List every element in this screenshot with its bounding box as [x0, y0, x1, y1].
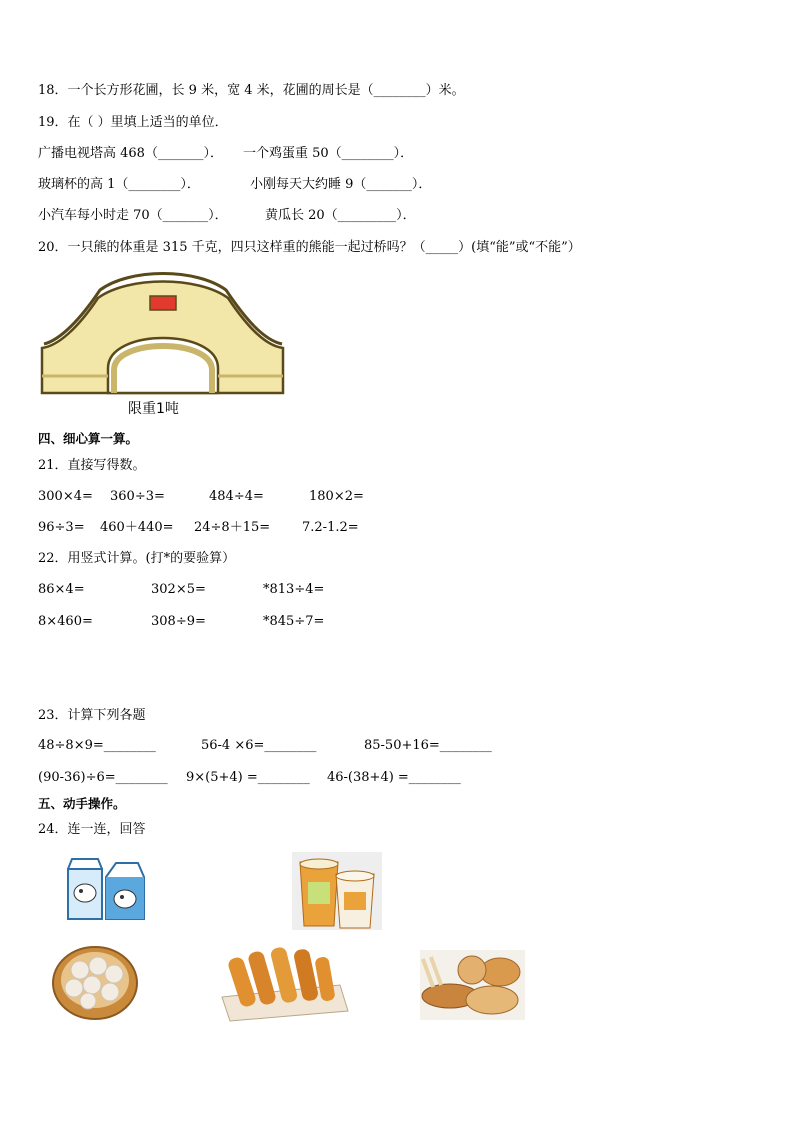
- q23-item: 85-50+16=________: [364, 738, 492, 753]
- q21-item: 300×4=: [38, 489, 93, 504]
- section-5-heading: 五、动手操作。: [38, 796, 126, 811]
- bridge-illustration: [38, 268, 288, 398]
- q21-item: 460＋440=: [100, 520, 174, 535]
- bridge-plaque: [150, 296, 176, 310]
- bread-image: [420, 950, 525, 1020]
- q23-item: 46-(38+4) =________: [327, 770, 461, 785]
- q19-row3-right: 黄瓜长 20（_________）．: [265, 208, 416, 223]
- q19-row1-right: 一个鸡蛋重 50（________）．: [243, 146, 414, 161]
- question-22-title: 22．用竖式计算。(打*的要验算）: [38, 551, 236, 566]
- question-20: 20．一只熊的体重是 315 千克，四只这样重的熊能一起过桥吗？（_____）(填“能”或“不能”）: [38, 240, 581, 255]
- question-21-title: 21．直接写得数。: [38, 458, 146, 473]
- q23-item: (90-36)÷6=________: [38, 770, 168, 785]
- q22-item: 308÷9=: [151, 614, 206, 629]
- q23-item: 9×(5+4) =________: [186, 770, 310, 785]
- q19-row1-left: 广播电视塔高 468（_______）．: [38, 146, 223, 161]
- bridge-caption: 限重1吨: [128, 401, 179, 417]
- section-4-heading: 四、细心算一算。: [38, 431, 139, 446]
- q21-item: 96÷3=: [38, 520, 85, 535]
- q19-row3-left: 小汽车每小时走 70（_______）．: [38, 208, 228, 223]
- fried-dough-sticks-image: [220, 935, 350, 1023]
- question-18: 18．一个长方形花圃，长 9 米，宽 4 米，花圃的周长是（________）米。: [38, 83, 465, 98]
- question-24-title: 24．连一连，回答: [38, 822, 146, 837]
- soy-milk-cups-image: [292, 852, 382, 930]
- milk-carton-image: [62, 855, 147, 923]
- q22-item: *845÷7=: [263, 614, 325, 629]
- q19-row2-left: 玻璃杯的高 1（________）．: [38, 177, 200, 192]
- q23-item: 56-4 ×6=________: [201, 738, 317, 753]
- q22-item: *813÷4=: [263, 582, 325, 597]
- q21-item: 24÷8＋15=: [194, 520, 271, 535]
- q22-item: 86×4=: [38, 582, 85, 597]
- question-23-title: 23．计算下列各题: [38, 708, 146, 723]
- q21-item: 360÷3=: [110, 489, 165, 504]
- steamed-buns-image: [50, 938, 140, 1023]
- q21-item: 180×2=: [309, 489, 364, 504]
- q21-item: 7.2-1.2=: [302, 520, 359, 535]
- q22-item: 8×460=: [38, 614, 93, 629]
- q21-item: 484÷4=: [209, 489, 264, 504]
- q19-row2-right: 小刚每天大约睡 9（_______）．: [250, 177, 432, 192]
- q23-item: 48÷8×9=________: [38, 738, 156, 753]
- q22-item: 302×5=: [151, 582, 206, 597]
- question-19-title: 19．在（ ）里填上适当的单位．: [38, 115, 228, 130]
